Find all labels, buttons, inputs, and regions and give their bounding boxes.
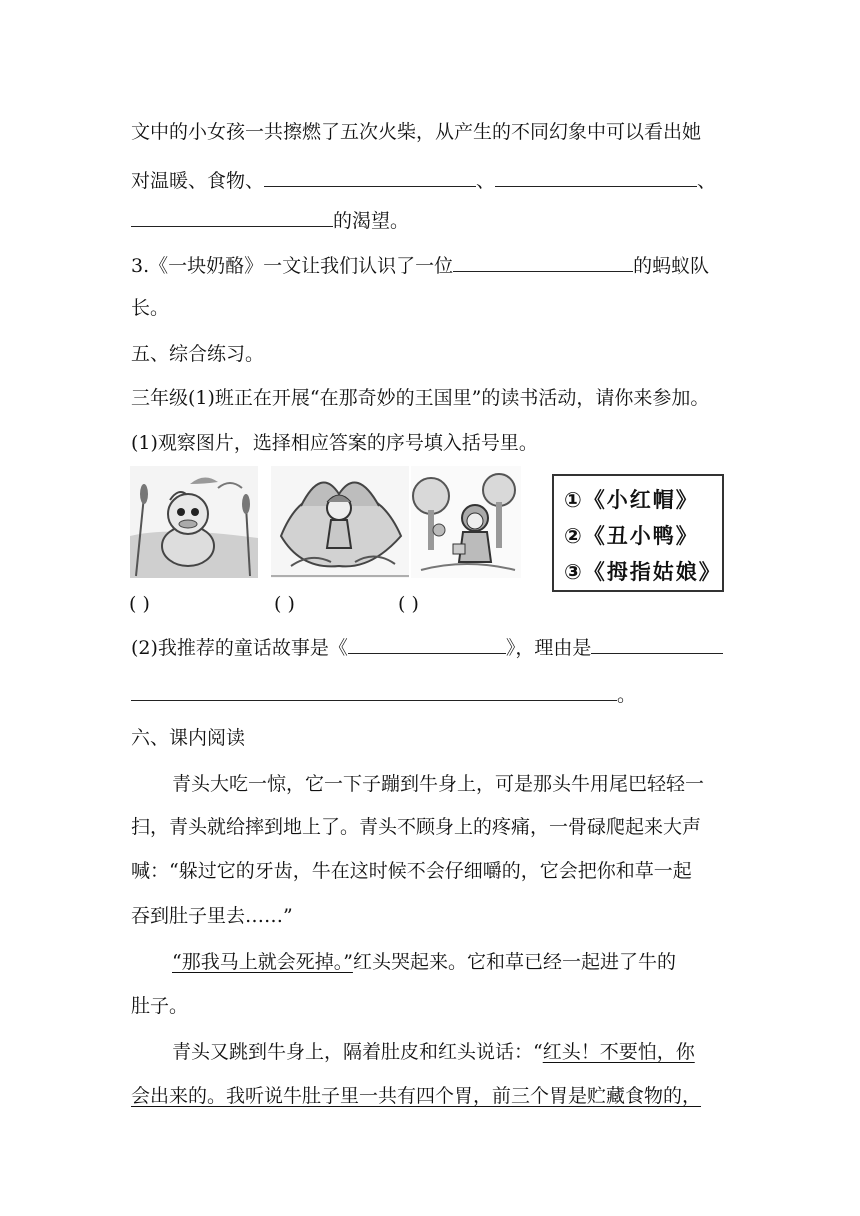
text: (2)我推荐的童话故事是《 bbox=[131, 637, 348, 659]
paragraph-line: 扫，青头就给摔到地上了。青头不顾身上的疼痛，一骨碌爬起来大声 bbox=[131, 816, 702, 838]
answer-options-box bbox=[552, 474, 724, 592]
text: 、 bbox=[476, 170, 496, 192]
answer-blank[interactable] bbox=[348, 635, 506, 654]
answer-paren-2[interactable]: ( ) bbox=[274, 593, 295, 615]
text: 3.《一块奶酪》一文让我们认识了一位 bbox=[131, 255, 454, 277]
text: 红头哭起来。它和草已经一起进了牛的 bbox=[352, 951, 676, 973]
text-line: 三年级(1)班正在开展“在那奇妙的王国里”的读书活动，请你来参加。 bbox=[131, 387, 710, 409]
paragraph-line bbox=[172, 1040, 695, 1064]
text: 、 bbox=[697, 170, 717, 192]
paragraph-line: 肚子。 bbox=[131, 995, 189, 1017]
section-heading: 五、综合练习。 bbox=[131, 343, 265, 365]
fill-line bbox=[131, 168, 716, 193]
option-little-red-riding-hood: ①《小红帽》 bbox=[564, 488, 699, 512]
text-line: 长。 bbox=[131, 297, 170, 319]
paragraph-line: 吞到肚子里去……” bbox=[131, 905, 293, 927]
section-heading: 六、课内阅读 bbox=[131, 727, 246, 749]
answer-blank[interactable] bbox=[591, 635, 723, 654]
answer-blank[interactable] bbox=[453, 253, 633, 272]
text: 的渴望。 bbox=[333, 210, 410, 232]
option-ugly-duckling: ②《丑小鸭》 bbox=[564, 524, 699, 548]
fill-line bbox=[131, 253, 709, 278]
answer-blank[interactable] bbox=[131, 208, 333, 227]
underlined-quote: “那我马上就会死掉。” bbox=[172, 951, 353, 973]
text: 。 bbox=[617, 684, 637, 706]
fill-line bbox=[131, 635, 723, 660]
red-riding-hood-illustration bbox=[411, 466, 521, 578]
answer-blank[interactable] bbox=[264, 168, 476, 187]
paragraph-line: 青头大吃一惊，它一下子蹦到牛身上，可是那头牛用尾巴轻轻一 bbox=[172, 773, 705, 795]
answer-paren-3[interactable]: ( ) bbox=[398, 593, 419, 615]
answer-blank[interactable] bbox=[131, 682, 617, 701]
paragraph-line bbox=[131, 1084, 701, 1108]
option-thumbelina: ③《拇指姑娘》 bbox=[564, 560, 722, 584]
fill-line bbox=[131, 208, 409, 233]
fill-line bbox=[131, 682, 636, 707]
paragraph-line: 喊：“躲过它的牙齿，牛在这时候不会仔细嚼的，它会把你和草一起 bbox=[131, 860, 692, 882]
duckling-illustration bbox=[130, 466, 258, 578]
text-line: 文中的小女孩一共擦燃了五次火柴，从产生的不同幻象中可以看出她 bbox=[131, 121, 702, 143]
text: 的蚂蚁队 bbox=[633, 255, 710, 277]
answer-blank[interactable] bbox=[495, 168, 697, 187]
thumbelina-illustration bbox=[271, 466, 409, 578]
text: 对温暖、食物、 bbox=[131, 170, 265, 192]
underlined-quote: 红头！不要怕，你 bbox=[542, 1041, 695, 1063]
underlined-quote: 会出来的。我听说牛肚子里一共有四个胃，前三个胃是贮藏食物的， bbox=[131, 1085, 702, 1107]
answer-paren-1[interactable]: ( ) bbox=[129, 593, 150, 615]
text: 青头又跳到牛身上，隔着肚皮和红头说话：“ bbox=[172, 1041, 543, 1063]
text: 》，理由是 bbox=[505, 637, 592, 659]
paragraph-line bbox=[172, 950, 676, 974]
text-line: (1)观察图片，选择相应答案的序号填入括号里。 bbox=[131, 432, 538, 454]
